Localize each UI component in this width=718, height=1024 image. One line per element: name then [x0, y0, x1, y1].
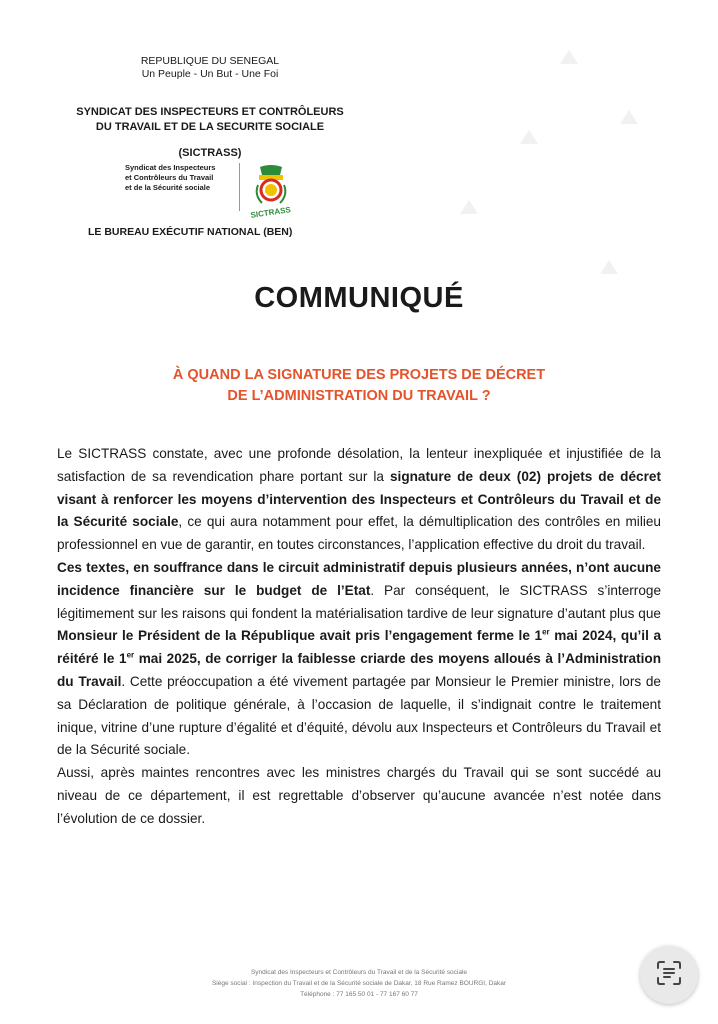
union-acronym: (SICTRASS): [178, 147, 242, 159]
subtitle-line2: DE L’ADMINISTRATION DU TRAVAIL ?: [227, 388, 491, 404]
paragraph-2: [57, 557, 661, 762]
text-run: mai 2024, qu’il a réitéré le 1: [57, 628, 662, 667]
text-run: . Cette préoccupation a été vivement partagée par Monsieur le Premier ministre, lors de sa Déclaration de politique générale, à l’occasion de laquelle, il s’indignait contre le traitement inique, vitrine d’une rupture d’égalité et d’équité, dévolu aux Inspecteurs et Contrôleurs du Travail et de la Sécurité sociale.: [57, 673, 661, 758]
union-name: [60, 105, 360, 135]
subtitle: [0, 365, 718, 407]
union-name-line1: SYNDICAT DES INSPECTEURS ET CONTRÔLEURS: [76, 106, 344, 118]
paragraph-1: [57, 443, 661, 557]
sictrass-logo: [246, 163, 296, 223]
watermark-triangle: [600, 260, 618, 274]
union-name-line2: DU TRAVAIL ET DE LA SECURITE SOCIALE: [95, 121, 325, 133]
national-motto: Un Peuple - Un But - Une Foi: [141, 68, 279, 80]
logo-caption-line3: et de la Sécurité sociale: [125, 183, 211, 192]
svg-text:SICTRASS: SICTRASS: [249, 205, 292, 220]
bold-run: Ces textes, en souffrance dans le circuit administratif depuis plusieurs années, n’ont aucune incidence financière sur le budget de l’Etat: [57, 559, 661, 598]
communique-body: [57, 443, 661, 831]
text-scan-icon: [656, 960, 682, 991]
watermark-triangle: [520, 130, 538, 144]
text-run: Le SICTRASS constate, avec une profonde désolation, la lenteur inexpliquée et injustifiée de la satisfaction de sa revendication phare portant sur la: [57, 446, 661, 484]
watermark-triangle: [620, 110, 638, 124]
text-run: Monsieur le Président de la République avait pris l’engagement ferme le 1: [57, 628, 543, 644]
footer: [0, 967, 718, 1000]
footer-line2: Siège social : Inspection du Travail et de la Sécurité sociale de Dakar, 18 Rue Ramez BOURGI, Dakar: [211, 980, 507, 987]
executive-bureau: LE BUREAU EXÉCUTIF NATIONAL (BEN): [88, 226, 293, 238]
paragraph-3: Aussi, après maintes rencontres avec les ministres chargés du Travail qui se sont succédé au niveau de ce département, il est regrettable d’observer qu’aucune avancée n’est notée dans l’évolution de ce dossier.: [57, 765, 661, 826]
superscript: er: [542, 627, 550, 637]
text-run: mai 2025, de corriger la faiblesse criarde des moyens alloués à l’Administration du Travail: [57, 651, 661, 689]
watermark-triangle: [460, 200, 478, 214]
bold-run: signature de deux (02) projets de décret visant à renforcer les moyens d’intervention des Inspecteurs et Contrôleurs du Travail et de la Sécurité sociale: [57, 468, 661, 530]
watermark-triangle: [560, 50, 578, 64]
union-logo-block: [125, 163, 296, 223]
republic-name: REPUBLIQUE DU SENEGAL: [140, 55, 280, 67]
text-run: . Par conséquent, le SICTRASS s’interroge légitimement sur les raisons qui fondent la matérialisation tardive de leur signature d’autant plus que: [57, 582, 661, 621]
logo-caption-line1: Syndicat des Inspecteurs: [125, 163, 216, 172]
text-run: , ce qui aura notamment pour effet, la démultiplication des contrôles en milieu professionnel en vue de garantir, en toutes circonstances, l’application effective du droit du travail.: [57, 514, 661, 553]
page-title: COMMUNIQUÉ: [254, 282, 464, 314]
logo-divider: [239, 163, 240, 211]
subtitle-line1: À QUAND LA SIGNATURE DES PROJETS DE DÉCRET: [172, 367, 546, 383]
state-header: [60, 55, 360, 81]
logo-caption-line2: et Contrôleurs du Travail: [125, 173, 214, 182]
superscript: er: [126, 650, 135, 660]
footer-line1: Syndicat des Inspecteurs et Contrôleurs du Travail et de la Sécurité sociale: [250, 969, 468, 976]
logo-caption: [125, 163, 235, 193]
text-scan-button[interactable]: [640, 946, 698, 1004]
footer-line3: Téléphone : 77 165 50 01 - 77 167 60 77: [300, 991, 418, 998]
